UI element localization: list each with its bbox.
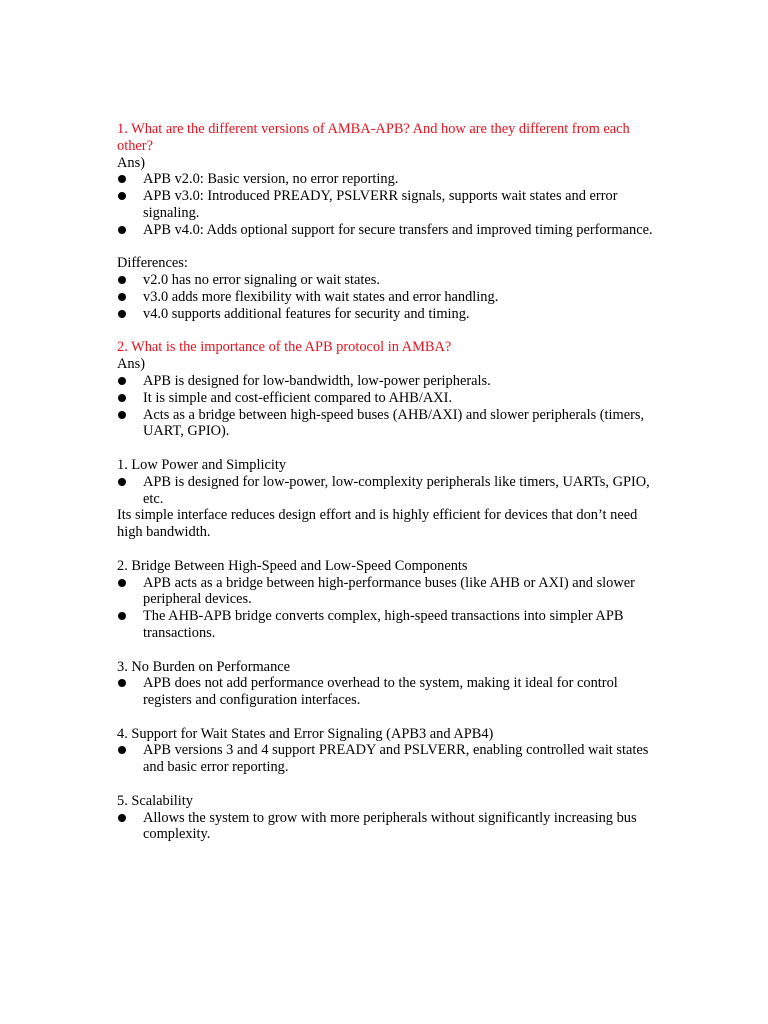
differences-list <box>117 272 657 322</box>
list-item-text: v4.0 supports additional features for security and timing. <box>143 305 470 322</box>
list-item <box>117 675 657 709</box>
bullet-icon <box>118 612 126 620</box>
list-item-text: It is simple and cost-efficient compared to AHB/AXI. <box>143 389 453 406</box>
list-item-text: APB is designed for low-power, low-complexity peripherals like timers, UARTs, GPIO, etc. <box>143 473 650 507</box>
bullet-icon <box>118 276 126 284</box>
list-item <box>117 272 657 289</box>
list-item-text: APB v3.0: Introduced PREADY, PSLVERR signals, supports wait states and error signaling. <box>143 188 618 221</box>
section-heading: 3. No Burden on Performance <box>117 658 291 675</box>
bullet-icon <box>118 478 126 486</box>
bullet-icon <box>118 411 126 419</box>
document-page <box>117 121 657 843</box>
bullet-icon <box>118 175 126 183</box>
spacer <box>117 776 657 793</box>
spacer <box>117 541 657 558</box>
section-list <box>117 742 657 776</box>
bullet-icon <box>118 679 126 687</box>
list-item-text: APB v4.0: Adds optional support for secure transfers and improved timing performance. <box>143 221 653 238</box>
bullet-icon <box>118 579 126 587</box>
spacer <box>117 642 657 659</box>
list-item <box>117 222 657 239</box>
bullet-icon <box>118 192 126 200</box>
list-item <box>117 407 657 441</box>
versions-list <box>117 171 657 238</box>
list-item-text: APB acts as a bridge between high-performance buses (like AHB or AXI) and slower peripheral devices. <box>143 574 635 608</box>
section-heading: 2. Bridge Between High-Speed and Low-Speed Components <box>117 557 468 574</box>
spacer <box>117 239 657 256</box>
section-list <box>117 675 657 709</box>
list-item <box>117 171 657 188</box>
bullet-icon <box>118 226 126 234</box>
section-list <box>117 575 657 642</box>
list-item <box>117 474 657 508</box>
section-heading: 4. Support for Wait States and Error Signaling (APB3 and APB4) <box>117 725 494 742</box>
list-item <box>117 289 657 306</box>
list-item-text: APB v2.0: Basic version, no error reporting. <box>143 171 399 188</box>
section-heading: 5. Scalability <box>117 792 193 809</box>
section-paragraph: Its simple interface reduces design effort and is highly efficient for devices that don’t need high bandwidth. <box>117 507 638 541</box>
spacer <box>117 323 657 340</box>
list-item <box>117 188 657 222</box>
bullet-icon <box>118 293 126 301</box>
list-item <box>117 373 657 390</box>
section-heading: 1. Low Power and Simplicity <box>117 456 287 473</box>
bullet-icon <box>118 394 126 402</box>
answer-label: Ans) <box>117 356 145 373</box>
bullet-icon <box>118 310 126 318</box>
answer-label: Ans) <box>117 154 145 171</box>
list-item-text: APB is designed for low-bandwidth, low-power peripherals. <box>143 372 491 389</box>
section-list <box>117 474 657 508</box>
list-item-text: APB versions 3 and 4 support PREADY and PSLVERR, enabling controlled wait states and basic error reporting. <box>143 742 649 776</box>
list-item-text: v2.0 has no error signaling or wait states. <box>143 272 380 289</box>
bullet-icon <box>118 814 126 822</box>
list-item-text: Acts as a bridge between high-speed buses (AHB/AXI) and slower peripherals (timers, UART, GPIO). <box>143 406 645 440</box>
spacer <box>117 709 657 726</box>
list-item-text: The AHB-APB bridge converts complex, high-speed transactions into simpler APB transactions. <box>143 608 624 641</box>
importance-list <box>117 373 657 440</box>
bullet-icon <box>118 746 126 754</box>
list-item-text: v3.0 adds more flexibility with wait states and error handling. <box>143 288 499 305</box>
list-item <box>117 810 657 844</box>
list-item <box>117 742 657 776</box>
bullet-icon <box>118 377 126 385</box>
question-2-heading: 2. What is the importance of the APB protocol in AMBA? <box>117 339 452 356</box>
question-1-heading: 1. What are the different versions of AMBA-APB? And how are they different from each other? <box>117 121 630 154</box>
section-list <box>117 810 657 844</box>
list-item <box>117 390 657 407</box>
list-item-text: APB does not add performance overhead to the system, making it ideal for control registers and configuration interfaces. <box>143 675 618 709</box>
list-item <box>117 575 657 609</box>
list-item <box>117 306 657 323</box>
list-item <box>117 608 657 642</box>
list-item-text: Allows the system to grow with more peripherals without significantly increasing bus complexity. <box>143 809 637 843</box>
differences-heading: Differences: <box>117 255 188 272</box>
spacer <box>117 440 657 457</box>
